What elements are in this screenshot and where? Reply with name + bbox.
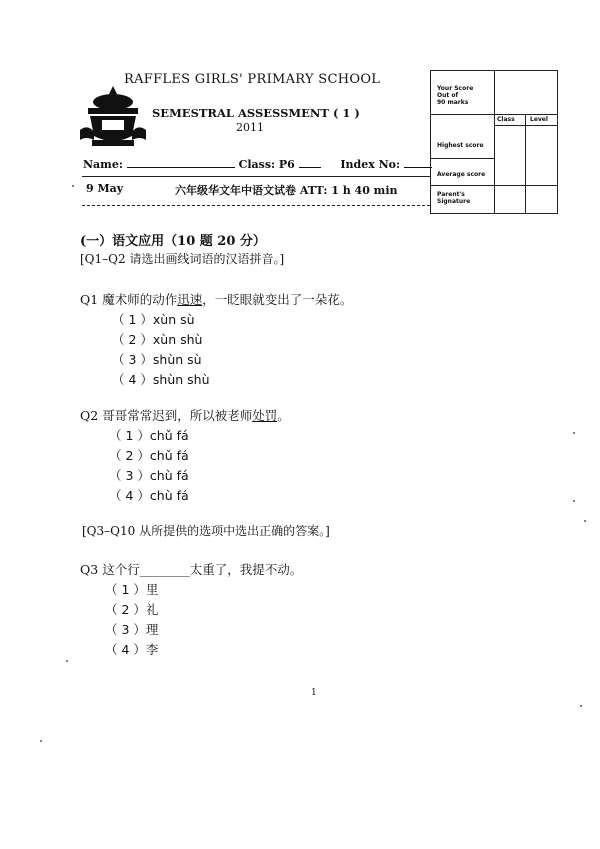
question-2-stem: Q2 哥哥常常迟到，所以被老师处罚。	[80, 408, 290, 423]
question-2-option-4[interactable]: （ 4 ）chù fá	[109, 488, 189, 503]
scan-speck	[72, 185, 74, 187]
level-score-label: Level	[530, 116, 548, 123]
paper-title: 六年级华文年中语文试卷 ATT: 1 h 40 min	[175, 184, 398, 197]
question-1-option-3[interactable]: （ 3 ）shùn sù	[112, 352, 202, 367]
question-2-option-3[interactable]: （ 3 ）chù fá	[109, 468, 189, 483]
question-3-option-1[interactable]: （ 1 ）里	[105, 582, 159, 597]
header-divider-2	[82, 205, 430, 206]
student-info-line	[83, 158, 432, 171]
scan-speck	[573, 432, 575, 434]
index-label: Index No:	[340, 158, 401, 171]
class-label: Class: P6	[238, 158, 295, 171]
score-box	[430, 70, 558, 214]
scan-speck	[584, 520, 586, 522]
average-score-label: Average score	[437, 171, 486, 178]
scan-speck	[573, 500, 575, 502]
your-score-label: Your Score Out of 90 marks	[437, 85, 474, 106]
page-number: 1	[311, 688, 317, 698]
exam-date: 9 May	[86, 182, 124, 195]
exam-year: 2011	[236, 121, 264, 134]
scan-speck	[580, 705, 582, 707]
scan-speck	[40, 740, 42, 742]
question-1-option-4[interactable]: （ 4 ）shùn shù	[112, 372, 210, 387]
section-instruction-2: [Q3–Q10 从所提供的选项中选出正确的答案。]	[82, 524, 330, 538]
name-label: Name:	[83, 158, 123, 171]
exam-title: SEMESTRAL ASSESSMENT ( 1 )	[152, 106, 360, 120]
question-3-option-3[interactable]: （ 3 ）理	[105, 622, 159, 637]
school-name: RAFFLES GIRLS' PRIMARY SCHOOL	[124, 72, 381, 87]
question-3-option-2[interactable]: （ 2 ）礼	[105, 602, 159, 617]
section-heading: (一）语文应用（10 题 20 分）	[80, 234, 266, 249]
question-1-option-2[interactable]: （ 2 ）xùn shù	[112, 332, 203, 347]
question-2-option-1[interactable]: （ 1 ）chǔ fá	[109, 428, 189, 443]
question-2-option-2[interactable]: （ 2 ）chǔ fá	[109, 448, 189, 463]
index-field	[404, 167, 432, 168]
highest-score-label: Highest score	[437, 142, 484, 149]
class-field	[299, 167, 321, 168]
section-instruction-1: [Q1–Q2 请选出画线词语的汉语拼音。]	[80, 252, 285, 266]
name-field	[127, 167, 235, 168]
question-1-stem: Q1 魔术师的动作迅速，一眨眼就变出了一朵花。	[80, 292, 353, 307]
parent-signature-label: Parent's Signature	[437, 191, 471, 205]
question-3-option-4[interactable]: （ 4 ）李	[105, 642, 159, 657]
scan-speck	[66, 660, 68, 662]
question-3-stem: Q3 这个行________太重了，我提不动。	[80, 562, 303, 577]
school-crest-icon	[78, 84, 148, 150]
header-divider	[82, 176, 430, 177]
class-score-label: Class	[497, 116, 515, 123]
question-1-option-1[interactable]: （ 1 ）xùn sù	[112, 312, 195, 327]
